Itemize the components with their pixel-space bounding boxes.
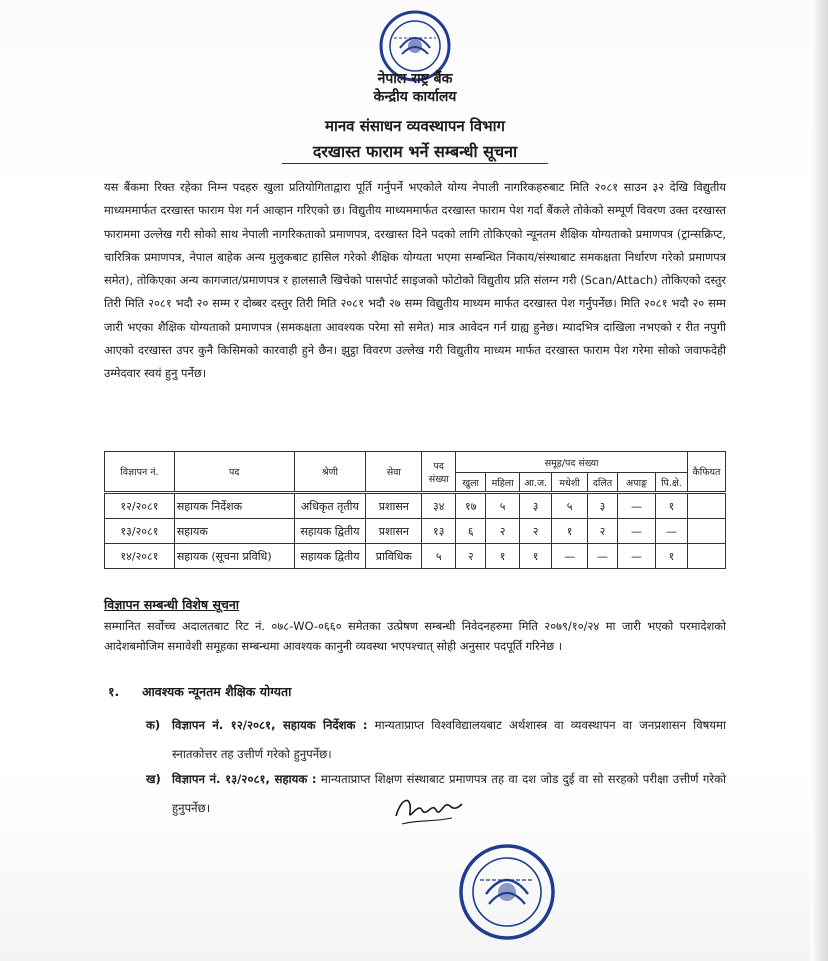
cell-post: सहायक (सूचना प्रविधि) <box>174 544 294 569</box>
signature-icon <box>392 788 466 832</box>
cell-group: १ <box>486 544 520 569</box>
cell-group: ५ <box>552 493 588 519</box>
col-remarks: कैफियत <box>687 452 725 493</box>
col-positions: पद संख्या <box>422 452 456 493</box>
cell-positions: १३ <box>422 519 456 544</box>
cell-ad-no: १३/२०८१ <box>105 519 175 544</box>
table-row <box>105 519 726 544</box>
cell-service: प्रशासन <box>366 493 422 519</box>
cell-group: २ <box>520 519 552 544</box>
col-group-header: समूह/पद संख्या <box>456 452 688 473</box>
bank-name: नेपाल राष्ट्र बैंक <box>377 71 453 87</box>
cell-group: १ <box>552 519 588 544</box>
col-group-women: महिला <box>486 473 520 493</box>
cell-ad-no: १२/२०८१ <box>105 493 175 519</box>
department-name: मानव संसाधन व्यवस्थापन विभाग <box>324 117 506 135</box>
item-text: मान्यताप्राप्त शिक्षण संस्थाबाट प्रमाणपत्र तह वा दश जोड दुई वा सो सरहको परीक्षा उत्तीर्ण गरेको हुनुपर्नेछ। <box>172 772 726 815</box>
notice-title: दरखास्त फाराम भर्ने सम्बन्धी सूचना <box>312 142 518 161</box>
cell-group: ३ <box>520 493 552 519</box>
cell-level: अधिकृत तृतीय <box>294 493 366 519</box>
cell-group: १ <box>655 544 687 569</box>
item-marker: ख) <box>146 772 161 786</box>
col-service: सेवा <box>366 452 422 493</box>
cell-remarks <box>687 493 725 519</box>
special-notice-heading: विज्ञापन सम्बन्धी विशेष सूचना <box>104 597 240 612</box>
cell-group: २ <box>486 519 520 544</box>
cell-group: — <box>655 519 687 544</box>
cell-group: — <box>588 544 618 569</box>
item-ad-label: विज्ञापन नं. १३/२०८१, सहायक : <box>172 772 317 786</box>
cell-group: ६ <box>456 519 486 544</box>
table-row <box>105 493 726 519</box>
cell-remarks <box>687 519 725 544</box>
cell-level: सहायक द्वितीय <box>294 544 366 569</box>
col-ad-no: विज्ञापन नं. <box>105 452 175 493</box>
col-group-open: खुला <box>456 473 486 493</box>
item-body <box>172 711 726 769</box>
cell-group: — <box>618 519 656 544</box>
col-post: पद <box>174 452 294 493</box>
item-ad-label: विज्ञापन नं. १२/२०८१, सहायक निर्देशक : <box>172 718 368 732</box>
page-edge-shadow <box>810 0 828 961</box>
intro-paragraph: यस बैंकमा रिक्त रहेका निम्न पदहरु खुला प्रतियोगिताद्वारा पूर्ति गर्नुपर्ने भएकोले योग्य नेपाली नागरिकहरुबाट मिति २०८१ साउन ३२ देखि विद्युतीय माध्यममार्फत दरखास्त फाराम पेश गर्न आव्हान गरिएको छ। विद्युतीय माध्यममार्फत दरखास्त फाराम पेश गर्दा बैंकले तोकेको सम्पूर्ण विवरण उक्त दरखास्त फाराममा उल्लेख गरी सोको साथ नेपाली नागरिकताको प्रमाणपत्र, दरखास्त दिने पदको लागि तोकिएको न्यूनतम शैक्षिक योग्यताको प्रमाणपत्र (ट्रान्सक्रिप्ट, चारित्रिक प्रमाणपत्र, नेपाल बाहेक अन्य मुलुकबाट हासिल गरेको शैक्षिक योग्यता भएमा सम्बन्धित निकाय/संस्थाबाट समकक्षता निर्धारण गरेको प्रमाणपत्र समेत), तोकिएका अन्य कागजात/प्रमाणपत्र र हालसालै खिचेको पासपोर्ट साइजको फोटोको विद्युतीय प्रति संलग्न गरी (Scan/Attach) तोकिएको दस्तुर तिरी मिति २०८१ भदौ २० सम्म र दोब्बर दस्तुर तिरी मिति २०८१ भदौ २७ सम्म विद्युतीय माध्यम मार्फत दरखास्त पेश गर्नुपर्नेछ। मिति २०८१ भदौ २० सम्म जारी भएका शैक्षिक योग्यताको प्रमाणपत्र (समकक्षता आवश्यक परेमा सो समेत) मात्र आवेदन गर्न ग्राह्य हुनेछ। म्यादभित्र दाखिला नभएको र रीत नपुगी आएको दरखास्त उपर कुनै किसिमको कारवाही हुने छैन। झुट्ठा विवरण उल्लेख गरी विद्युतीय माध्यम मार्फत दरखास्त फाराम पेश गरेमा सोको जवाफदेही उम्मेदवार स्वयं हुनु पर्नेछ। <box>104 180 726 381</box>
cell-group: १ <box>520 544 552 569</box>
cell-group: ५ <box>486 493 520 519</box>
col-group-disabled: अपाङ्ग <box>618 473 656 493</box>
cell-positions: ५ <box>422 544 456 569</box>
office-name: केन्द्रीय कार्यालय <box>373 89 457 105</box>
col-group-backward-region: पि.क्षे. <box>655 473 687 493</box>
cell-post: सहायक निर्देशक <box>174 493 294 519</box>
cell-ad-no: १४/२०८१ <box>105 544 175 569</box>
item-marker: क) <box>146 718 161 732</box>
section-number: १. <box>108 684 120 699</box>
vacancy-table <box>104 451 726 569</box>
cell-group: ३ <box>588 493 618 519</box>
cell-group: १ <box>655 493 687 519</box>
section-title: आवश्यक न्यूनतम शैक्षिक योग्यता <box>142 684 292 699</box>
cell-group: २ <box>456 544 486 569</box>
title-underline <box>282 163 548 164</box>
bank-seal-icon <box>456 832 558 950</box>
table-row <box>105 544 726 569</box>
cell-group: — <box>618 493 656 519</box>
seal-header <box>330 70 500 106</box>
cell-group: — <box>552 544 588 569</box>
cell-service: प्रशासन <box>366 519 422 544</box>
cell-level: सहायक द्वितीय <box>294 519 366 544</box>
cell-service: प्राविधिक <box>366 544 422 569</box>
cell-group: १७ <box>456 493 486 519</box>
col-group-dalit: दलित <box>588 473 618 493</box>
cell-positions: ३४ <box>422 493 456 519</box>
cell-post: सहायक <box>174 519 294 544</box>
special-notice-paragraph: सम्मानित सर्वोच्च अदालतबाट रिट नं. ०७८-WO-०६६० समेतका उत्प्रेषण सम्बन्धी निवेदनहरुमा मिति २०७९/१०/२४ मा जारी भएको परमादेशको आदेशबमोजिम समावेशी समूहका सम्बन्धमा आवश्यक कानुनी व्यवस्था भएपश्चात् सोही अनुसार पदपूर्ति गरिनेछ । <box>104 619 726 653</box>
col-group-indigenous: आ.ज. <box>520 473 552 493</box>
col-group-madhesi: मधेशी <box>552 473 588 493</box>
item-text: मान्यताप्राप्त विश्वविद्यालयबाट अर्थशास्त्र वा व्यवस्थापन वा जनप्रशासन विषयमा स्नातकोत्तर तह उत्तीर्ण गरेको हुनुपर्नेछ। <box>172 718 726 761</box>
cell-group: २ <box>588 519 618 544</box>
cell-group: — <box>618 544 656 569</box>
cell-remarks <box>687 544 725 569</box>
col-level: श्रेणी <box>294 452 366 493</box>
